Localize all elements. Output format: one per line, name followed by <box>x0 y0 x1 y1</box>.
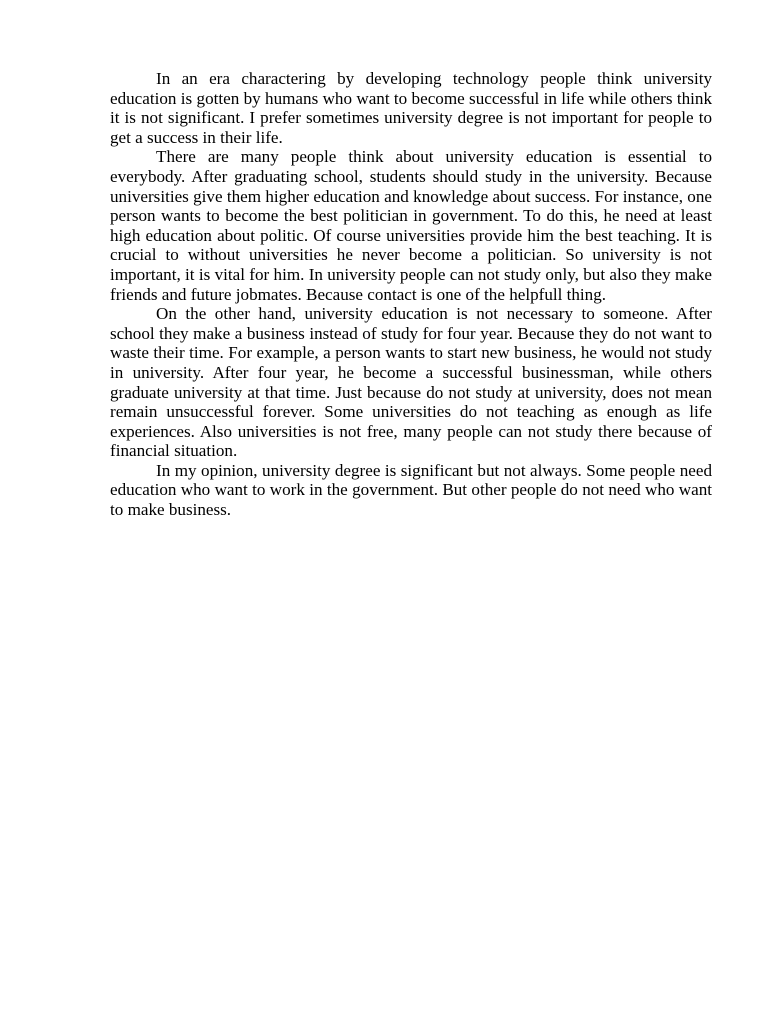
paragraph-intro: In an era charactering by developing technology people think university education is gotten by humans who want to become successful in life while others think it is not significant. I prefer sometimes university degree is not important for people to get a success in their life. <box>110 69 712 147</box>
paragraph-education-not-necessary: On the other hand, university education is not necessary to someone. After school they make a business instead of study for four year. Because they do not want to waste their time. For example, a person wants to start new business, he would not study in university. After four year, he become a successful businessman, while others graduate university at that time. Just because do not study at university, does not mean remain unsuccessful forever. Some universities do not teaching as enough as life experiences. Also universities is not free, many people can not study there because of financial situation. <box>110 304 712 461</box>
paragraph-education-essential: There are many people think about university education is essential to everybody. After graduating school, students should study in the university. Because universities give them higher education and knowledge about success. For instance, one person wants to become the best politician in government. To do this, he need at least high education about politic. Of course universities provide him the best teaching. It is crucial to without universities he never become a politician. So university is not important, it is vital for him. In university people can not study only, but also they make friends and future jobmates. Because contact is one of the helpfull thing. <box>110 147 712 304</box>
paragraph-opinion: In my opinion, university degree is significant but not always. Some people need education who want to work in the government. But other people do not need who want to make business. <box>110 460 712 520</box>
essay-body <box>110 69 712 520</box>
